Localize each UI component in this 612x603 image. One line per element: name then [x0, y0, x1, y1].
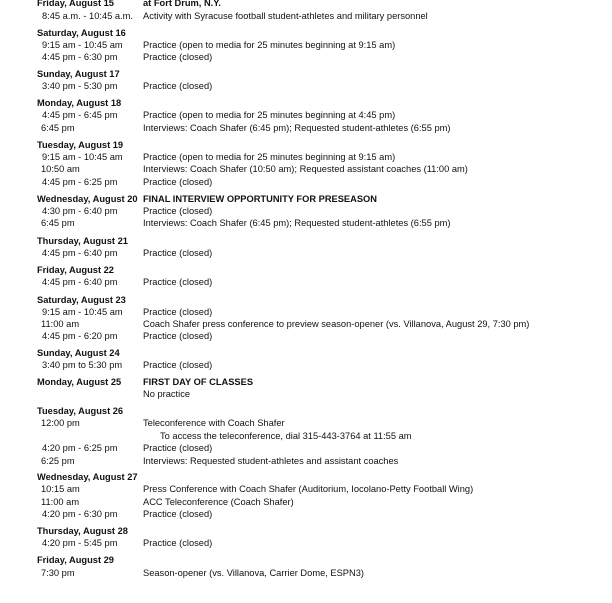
event-description: ACC Teleconference (Coach Shafer): [143, 497, 294, 507]
event-description: Practice (closed): [143, 177, 213, 187]
event-time: 6:45 pm: [41, 123, 75, 133]
event-description: Practice (open to media for 25 minutes beginning at 4:45 pm): [143, 110, 396, 120]
day-date: Friday, August 29: [37, 555, 114, 565]
event-description: Practice (closed): [143, 81, 213, 91]
event-time: 4:20 pm - 5:45 pm: [42, 538, 118, 548]
event-description: Practice (closed): [143, 307, 213, 317]
day-date: Sunday, August 24: [37, 348, 120, 358]
event-time: 8:45 a.m. - 10:45 a.m.: [42, 11, 133, 21]
event-time: 3:40 pm - 5:30 pm: [42, 81, 118, 91]
event-time: 7:30 pm: [41, 568, 75, 578]
event-time: 11:00 am: [41, 497, 80, 507]
day-date: Wednesday, August 20: [37, 194, 138, 204]
day-date: Friday, August 22: [37, 265, 114, 275]
event-time: 4:45 pm - 6:25 pm: [42, 177, 118, 187]
event-time: 9:15 am - 10:45 am: [42, 40, 123, 50]
event-time: 12:00 pm: [41, 418, 80, 428]
event-description: Practice (closed): [143, 443, 213, 453]
event-description: Practice (open to media for 25 minutes beginning at 9:15 am): [143, 152, 396, 162]
event-description: Activity with Syracuse football student-athletes and military personnel: [143, 11, 428, 21]
event-description: Practice (closed): [143, 331, 213, 341]
event-description: Press Conference with Coach Shafer (Auditorium, Iocolano-Petty Football Wing): [143, 484, 474, 494]
event-time: 4:45 pm - 6:40 pm: [42, 277, 118, 287]
day-date: Thursday, August 21: [37, 236, 128, 246]
event-description: Interviews: Coach Shafer (6:45 pm); Requested student-athletes (6:55 pm): [143, 218, 451, 228]
event-time: 6:25 pm: [41, 456, 75, 466]
event-time: 4:45 pm - 6:30 pm: [42, 52, 118, 62]
event-time: 11:00 am: [41, 319, 80, 329]
day-note: at Fort Drum, N.Y.: [143, 0, 221, 8]
event-description: Teleconference with Coach Shafer: [143, 418, 285, 428]
event-description: To access the teleconference, dial 315-443-3764 at 11:55 am: [160, 431, 412, 441]
day-date: Tuesday, August 19: [37, 140, 124, 150]
event-description: Interviews: Coach Shafer (10:50 am); Requested assistant coaches (11:00 am): [143, 164, 468, 174]
event-time: 6:45 pm: [41, 218, 75, 228]
event-description: Practice (closed): [143, 538, 213, 548]
event-time: 4:45 pm - 6:20 pm: [42, 331, 118, 341]
event-time: 4:30 pm - 6:40 pm: [42, 206, 118, 216]
event-description: Interviews: Coach Shafer (6:45 pm); Requested student-athletes (6:55 pm): [143, 123, 451, 133]
event-time: 10:15 am: [41, 484, 80, 494]
event-description: Practice (closed): [143, 277, 213, 287]
event-time: 9:15 am - 10:45 am: [42, 307, 123, 317]
day-date: Wednesday, August 27: [37, 472, 138, 482]
event-description: No practice: [143, 389, 191, 399]
event-time: 4:20 pm - 6:25 pm: [42, 443, 118, 453]
day-note: FIRST DAY OF CLASSES: [143, 377, 254, 387]
event-description: Practice (open to media for 25 minutes beginning at 9:15 am): [143, 40, 396, 50]
event-description: Practice (closed): [143, 206, 213, 216]
day-note: FINAL INTERVIEW OPPORTUNITY FOR PRESEASON: [143, 194, 377, 204]
day-date: Sunday, August 17: [37, 69, 120, 79]
event-description: Practice (closed): [143, 248, 213, 258]
event-time: 4:45 pm - 6:40 pm: [42, 248, 118, 258]
event-description: Practice (closed): [143, 52, 213, 62]
day-date: Friday, August 15: [37, 0, 114, 8]
day-date: Monday, August 18: [37, 98, 122, 108]
event-time: 3:40 pm to 5:30 pm: [42, 360, 123, 370]
event-description: Interviews: Requested student-athletes and assistant coaches: [143, 456, 399, 466]
event-time: 4:20 pm - 6:30 pm: [42, 509, 118, 519]
day-date: Thursday, August 28: [37, 526, 128, 536]
day-date: Saturday, August 23: [37, 295, 126, 305]
event-time: 4:45 pm - 6:45 pm: [42, 110, 118, 120]
day-date: Saturday, August 16: [37, 28, 126, 38]
event-description: Practice (closed): [143, 360, 213, 370]
event-time: 9:15 am - 10:45 am: [42, 152, 123, 162]
event-description: Practice (closed): [143, 509, 213, 519]
event-description: Coach Shafer press conference to preview season-opener (vs. Villanova, August 29, 7:30 pm): [143, 319, 530, 329]
day-date: Tuesday, August 26: [37, 406, 124, 416]
day-date: Monday, August 25: [37, 377, 122, 387]
event-description: Season-opener (vs. Villanova, Carrier Dome, ESPN3): [143, 568, 364, 578]
event-time: 10:50 am: [41, 164, 80, 174]
